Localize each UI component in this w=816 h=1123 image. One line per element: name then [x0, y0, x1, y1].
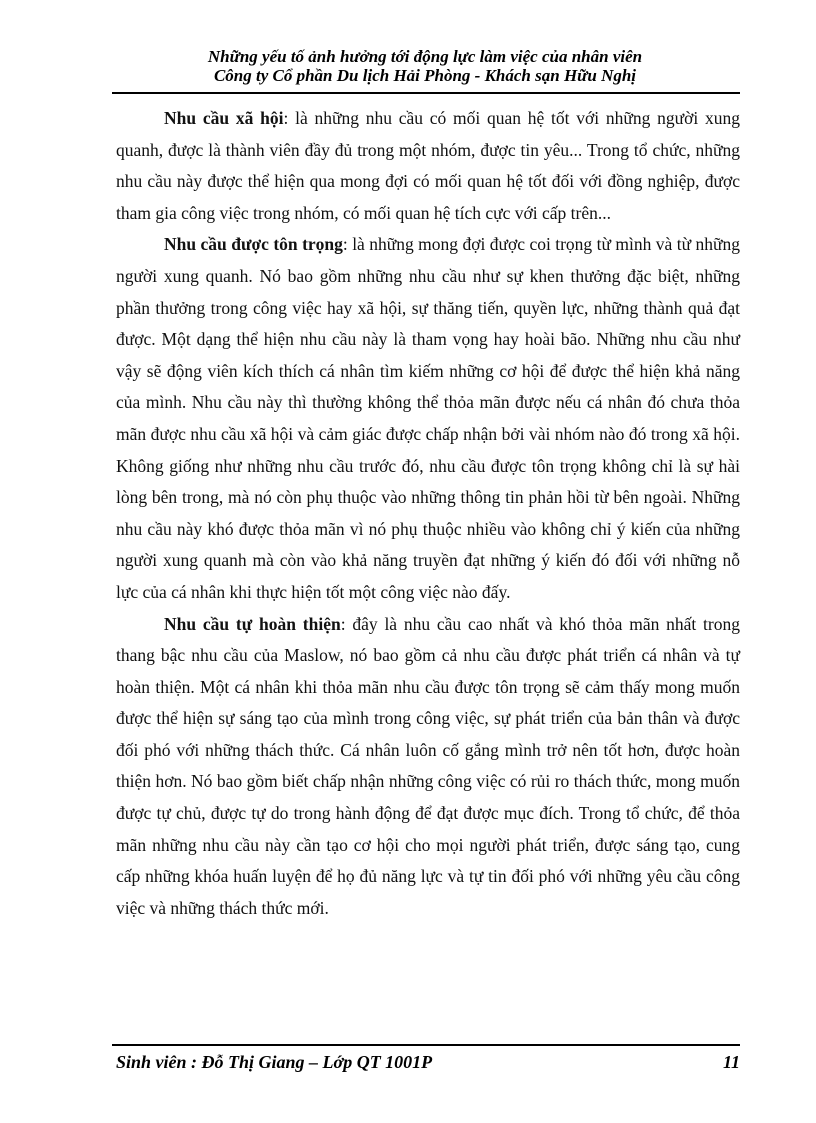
- paragraph-self-actualization: [116, 609, 740, 925]
- paragraph-esteem-needs: [116, 229, 740, 608]
- footer-student: Sinh viên : Đỗ Thị Giang – Lớp QT 1001P: [116, 1052, 433, 1072]
- header-line-1: Những yếu tố ảnh hưởng tới động lực làm việc của nhân viên: [207, 47, 643, 66]
- running-header: [110, 47, 740, 85]
- paragraph-text: : đây là nhu cầu cao nhất và khó thỏa mãn nhất trong thang bậc nhu cầu của Maslow, nó bao gồm cả nhu cầu được phát triển cá nhân và tự hoàn thiện. Một cá nhân khi thỏa mãn nhu cầu được tôn trọng sẽ cảm thấy mong muốn được thể hiện sự sáng tạo của mình trong công việc, sự phát triển của bản thân và được đối phó với những thách thức. Cá nhân luôn cố gắng mình trở nên tốt hơn, được hoàn thiện hơn. Nó bao gồm biết chấp nhận những công việc có rủi ro thách thức, mong muốn được tự chủ, được tự do trong hành động để đạt được mục đích. Trong tổ chức, để thỏa mãn những nhu cầu này cần tạo cơ hội cho mọi người phát triển, được sáng tạo, cung cấp những khóa huấn luyện để họ đủ năng lực và tự tin đối phó với những yêu cầu công việc và những thách thức mới.: [116, 613, 740, 918]
- running-footer: [116, 1050, 740, 1074]
- header-divider: [112, 92, 740, 94]
- paragraph-term: Nhu cầu tự hoàn thiện: [164, 613, 341, 634]
- page-number: 11: [722, 1052, 740, 1072]
- paragraph-text: : là những mong đợi được coi trọng từ mình và từ những người xung quanh. Nó bao gồm những nhu cầu như sự khen thưởng đặc biệt, những phần thưởng trong công việc hay xã hội, sự thăng tiến, quyền lực, những thành quả đạt được. Một dạng thể hiện nhu cầu này là tham vọng hay hoài bão. Những nhu cầu như vậy sẽ động viên kích thích cá nhân tìm kiếm những cơ hội để được thể hiện khả năng của mình. Nhu cầu này thì thường không thể thỏa mãn được nếu cá nhân đó chưa thỏa mãn được nhu cầu xã hội và cảm giác được chấp nhận bởi vài nhóm nào đó trong xã hội. Không giống như những nhu cầu trước đó, nhu cầu được tôn trọng không chỉ là sự hài lòng bên trong, mà nó còn phụ thuộc vào những thông tin phản hồi từ bên ngoài. Những nhu cầu này khó được thỏa mãn vì nó phụ thuộc nhiều vào không chỉ ý kiến của những người xung quanh mà còn vào khả năng truyền đạt những ý kiến đó đối với những nỗ lực của cá nhân khi thực hiện tốt một công việc nào đấy.: [116, 234, 741, 602]
- header-line-2: Công ty Cổ phần Du lịch Hải Phòng - Khách sạn Hữu Nghị: [213, 66, 637, 85]
- footer-divider: [112, 1044, 740, 1046]
- body-text: [116, 103, 740, 924]
- paragraph-text: : là những nhu cầu có mối quan hệ tốt với những người xung quanh, được là thành viên đầy đủ trong một nhóm, được tin yêu... Trong tổ chức, những nhu cầu này được thể hiện qua mong đợi có mối quan hệ tốt đối với đồng nghiệp, được tham gia công việc trong nhóm, có mối quan hệ tích cực với cấp trên...: [116, 108, 740, 223]
- paragraph-term: Nhu cầu được tôn trọng: [164, 234, 343, 255]
- paragraph-term: Nhu cầu xã hội: [164, 108, 284, 128]
- paragraph-social-needs: [116, 103, 740, 229]
